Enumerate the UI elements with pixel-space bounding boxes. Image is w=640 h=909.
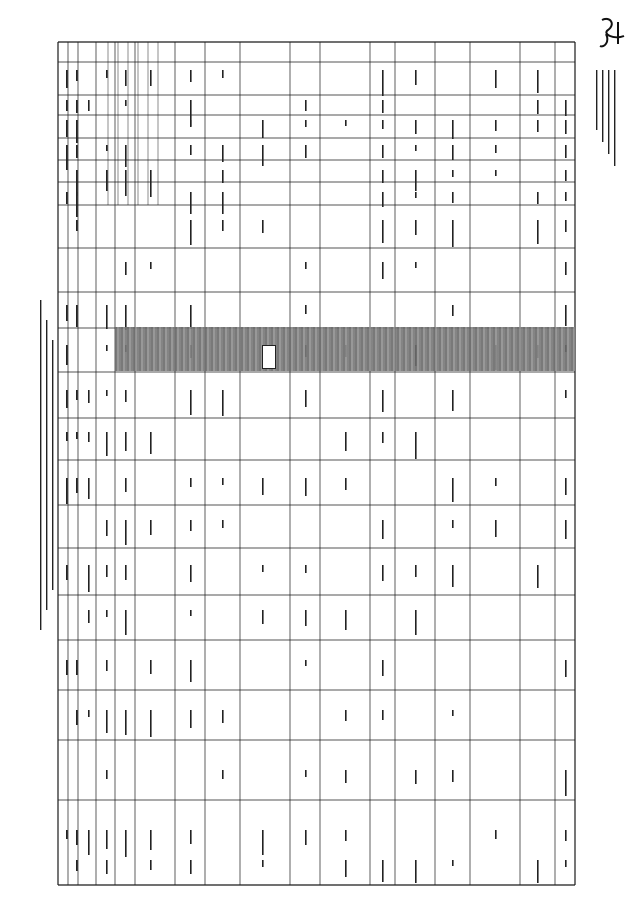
scanned-cell-text	[190, 710, 192, 728]
scanned-cell-text	[66, 192, 68, 204]
scanned-cell-text	[382, 660, 384, 676]
scanned-cell-text	[305, 610, 307, 626]
scanned-cell-text	[106, 770, 108, 779]
scanned-cell-text	[415, 70, 417, 85]
scanned-cell-text	[452, 145, 454, 160]
scanned-cell-text	[76, 478, 78, 493]
scanned-cell-text	[150, 70, 152, 86]
scanned-cell-text	[565, 770, 567, 796]
scanned-cell-text	[150, 432, 152, 454]
scanned-cell-text	[76, 100, 78, 113]
scanned-cell-text	[415, 610, 417, 635]
scanned-cell-text	[382, 170, 384, 183]
scanned-cell-text	[452, 305, 454, 316]
scanned-cell-text	[305, 478, 307, 496]
header-heading-text	[608, 70, 609, 154]
scanned-cell-text	[190, 478, 192, 487]
scanned-cell-text	[66, 120, 68, 137]
scanned-cell-text	[537, 565, 539, 588]
scanned-cell-text	[345, 432, 347, 451]
scanned-cell-text	[415, 220, 417, 235]
scanned-cell-text	[415, 120, 417, 134]
scanned-cell-text	[305, 305, 307, 314]
scanned-cell-text	[88, 432, 90, 442]
scanned-cell-text	[125, 478, 127, 492]
scanned-cell-text	[222, 145, 224, 162]
scanned-cell-text	[150, 660, 152, 674]
scanned-cell-text	[125, 390, 127, 402]
scanned-cell-text	[66, 390, 68, 408]
scanned-cell-text	[222, 70, 224, 78]
scanned-cell-text	[452, 192, 454, 203]
scanned-cell-text	[345, 478, 347, 490]
scanned-cell-text	[452, 478, 454, 502]
scanned-cell-text	[106, 610, 108, 617]
scanned-cell-text	[452, 220, 454, 247]
left-title-text	[46, 320, 47, 610]
scanned-cell-text	[495, 520, 497, 537]
scanned-cell-text	[452, 565, 454, 587]
scanned-cell-text	[150, 710, 152, 737]
scanned-cell-text	[495, 478, 497, 486]
scanned-cell-text	[382, 860, 384, 882]
shaded-column-region	[115, 327, 575, 371]
scanned-cell-text	[190, 520, 192, 531]
scanned-cell-text	[150, 170, 152, 197]
scanned-cell-text	[106, 305, 108, 329]
scanned-cell-text	[565, 145, 567, 158]
scanned-cell-text	[305, 145, 307, 158]
header-heading-text	[602, 70, 603, 142]
scanned-cell-text	[452, 710, 454, 716]
scanned-cell-text	[190, 220, 192, 245]
scanned-cell-text	[106, 70, 108, 78]
scanned-cell-text	[345, 610, 347, 630]
left-title-text	[40, 300, 41, 630]
scanned-cell-text	[190, 70, 192, 82]
scanned-cell-text	[76, 70, 78, 81]
scanned-cell-text	[190, 145, 192, 155]
scanned-cell-text	[222, 390, 224, 416]
scanned-cell-text	[382, 390, 384, 412]
scanned-cell-text	[262, 120, 264, 138]
scanned-cell-text	[66, 565, 68, 580]
scanned-cell-text	[415, 432, 417, 459]
scanned-cell-text	[565, 830, 567, 841]
scanned-cell-text	[222, 220, 224, 231]
scanned-cell-text	[305, 830, 307, 845]
scanned-cell-text	[125, 610, 127, 635]
scanned-cell-text	[382, 520, 384, 539]
scanned-cell-text	[125, 145, 127, 167]
scanned-cell-text	[106, 830, 108, 849]
scanned-cell-text	[382, 432, 384, 443]
scanned-cell-text	[382, 70, 384, 96]
scanned-cell-text	[190, 610, 192, 616]
scanned-cell-text	[106, 710, 108, 733]
scanned-cell-text	[382, 120, 384, 129]
scanned-cell-text	[190, 860, 192, 874]
scanned-cell-text	[262, 830, 264, 855]
scanned-cell-text	[305, 262, 307, 269]
scanned-cell-text	[76, 432, 78, 439]
scanned-cell-text	[565, 305, 567, 326]
scanned-cell-text	[190, 305, 192, 329]
scanned-cell-text	[106, 432, 108, 456]
scanned-cell-text	[190, 830, 192, 844]
scanned-cell-text	[495, 145, 497, 153]
scanned-cell-text	[452, 390, 454, 411]
scanned-cell-text	[66, 660, 68, 675]
scanned-cell-text	[150, 860, 152, 870]
stamp-box	[262, 345, 276, 369]
scanned-cell-text	[305, 390, 307, 407]
scanned-cell-text	[66, 830, 68, 839]
scanned-cell-text	[262, 610, 264, 624]
scanned-cell-text	[106, 860, 108, 874]
scanned-cell-text	[345, 710, 347, 721]
scanned-cell-text	[382, 565, 384, 581]
scanned-cell-text	[222, 770, 224, 779]
scanned-cell-text	[415, 170, 417, 191]
scanned-cell-text	[76, 660, 78, 675]
scanned-cell-text	[495, 170, 497, 176]
scanned-cell-text	[537, 860, 539, 883]
scanned-cell-text	[305, 660, 307, 666]
scanned-cell-text	[125, 432, 127, 451]
scanned-cell-text	[565, 390, 567, 398]
scanned-cell-text	[537, 70, 539, 93]
scanned-cell-text	[415, 192, 417, 198]
scanned-cell-text	[88, 100, 90, 111]
scanned-cell-text	[125, 100, 127, 106]
scanned-cell-text	[76, 120, 78, 143]
scanned-cell-text	[125, 565, 127, 580]
scanned-cell-text	[415, 565, 417, 577]
scanned-cell-text	[190, 565, 192, 582]
scanned-cell-text	[66, 478, 68, 504]
scanned-cell-text	[76, 710, 78, 725]
scanned-cell-text	[88, 390, 90, 403]
scanned-cell-text	[382, 192, 384, 207]
scanned-cell-text	[150, 830, 152, 850]
scanned-cell-text	[262, 860, 264, 867]
scanned-cell-text	[305, 100, 307, 111]
scanned-cell-text	[495, 830, 497, 839]
scanned-cell-text	[345, 770, 347, 783]
scanned-cell-text	[222, 478, 224, 485]
scanned-cell-text	[452, 520, 454, 528]
scanned-cell-text	[452, 770, 454, 782]
scanned-cell-text	[66, 345, 68, 365]
scanned-cell-text	[565, 660, 567, 677]
scanned-cell-text	[76, 145, 78, 158]
scanned-cell-text	[125, 262, 127, 275]
scanned-cell-text	[76, 390, 78, 400]
scanned-cell-text	[537, 100, 539, 114]
scanned-cell-text	[262, 565, 264, 572]
scanned-cell-text	[382, 145, 384, 158]
scanned-cell-text	[150, 520, 152, 535]
header-heading-text	[614, 70, 615, 166]
scanned-cell-text	[565, 100, 567, 116]
scanned-cell-text	[565, 478, 567, 495]
scanned-cell-text	[345, 830, 347, 841]
scanned-cell-text	[382, 710, 384, 720]
scanned-cell-text	[106, 170, 108, 191]
scanned-cell-text	[382, 220, 384, 243]
scanned-cell-text	[222, 170, 224, 183]
scanned-cell-text	[150, 262, 152, 269]
scanned-cell-text	[106, 660, 108, 671]
scanned-cell-text	[76, 192, 78, 217]
scanned-cell-text	[125, 520, 127, 545]
scanned-cell-text	[66, 145, 68, 170]
scanned-cell-text	[345, 860, 347, 877]
scanned-cell-text	[66, 100, 68, 111]
scanned-cell-text	[452, 170, 454, 177]
scanned-cell-text	[190, 192, 192, 214]
scanned-cell-text	[222, 520, 224, 528]
scanned-cell-text	[106, 345, 108, 351]
scanned-cell-text	[125, 710, 127, 735]
scanned-cell-text	[415, 770, 417, 784]
scanned-cell-text	[190, 390, 192, 415]
scanned-cell-text	[415, 860, 417, 883]
scanned-cell-text	[382, 100, 384, 113]
scanned-cell-text	[452, 120, 454, 139]
scanned-cell-text	[190, 660, 192, 682]
scanned-cell-text	[106, 520, 108, 536]
scanned-cell-text	[222, 710, 224, 723]
scanned-cell-text	[66, 305, 68, 321]
scanned-cell-text	[76, 220, 78, 231]
scanned-cell-text	[125, 830, 127, 857]
scanned-cell-text	[537, 220, 539, 244]
scanned-cell-text	[565, 220, 567, 232]
scanned-cell-text	[222, 192, 224, 214]
scanned-cell-text	[76, 305, 78, 327]
scanned-cell-text	[66, 432, 68, 441]
scanned-cell-text	[345, 120, 347, 126]
scanned-cell-text	[565, 520, 567, 539]
scanned-cell-text	[415, 145, 417, 151]
scanned-cell-text	[305, 120, 307, 127]
scanned-cell-text	[262, 220, 264, 233]
scanned-cell-text	[565, 860, 567, 867]
handwritten-page-number	[596, 14, 630, 52]
scanned-cell-text	[565, 170, 567, 181]
scanned-cell-text	[106, 565, 108, 577]
scanned-cell-text	[262, 145, 264, 166]
scanned-cell-text	[495, 120, 497, 131]
scanned-cell-text	[537, 120, 539, 132]
scanned-cell-text	[106, 390, 108, 396]
scanned-cell-text	[565, 192, 567, 201]
scanned-cell-text	[305, 565, 307, 573]
scanned-cell-text	[76, 830, 78, 845]
scanned-cell-text	[88, 478, 90, 499]
header-heading-text	[596, 70, 597, 130]
scanned-cell-text	[382, 262, 384, 279]
left-title-text	[52, 340, 53, 590]
scanned-cell-text	[125, 70, 127, 86]
scanned-cell-text	[106, 145, 108, 151]
scanned-cell-text	[88, 710, 90, 717]
scanned-cell-text	[565, 120, 567, 134]
scanned-cell-text	[88, 830, 90, 855]
scanned-cell-text	[565, 262, 567, 275]
scanned-cell-text	[76, 860, 78, 871]
scanned-cell-text	[88, 565, 90, 592]
scanned-cell-text	[305, 770, 307, 777]
scanned-cell-text	[452, 860, 454, 866]
scanned-cell-text	[415, 262, 417, 268]
scanned-cell-text	[262, 478, 264, 495]
scanned-cell-text	[495, 70, 497, 88]
scanned-cell-text	[88, 610, 90, 623]
scanned-cell-text	[190, 120, 192, 126]
scanned-cell-text	[537, 192, 539, 204]
scanned-cell-text	[125, 170, 127, 196]
scanned-cell-text	[66, 70, 68, 88]
